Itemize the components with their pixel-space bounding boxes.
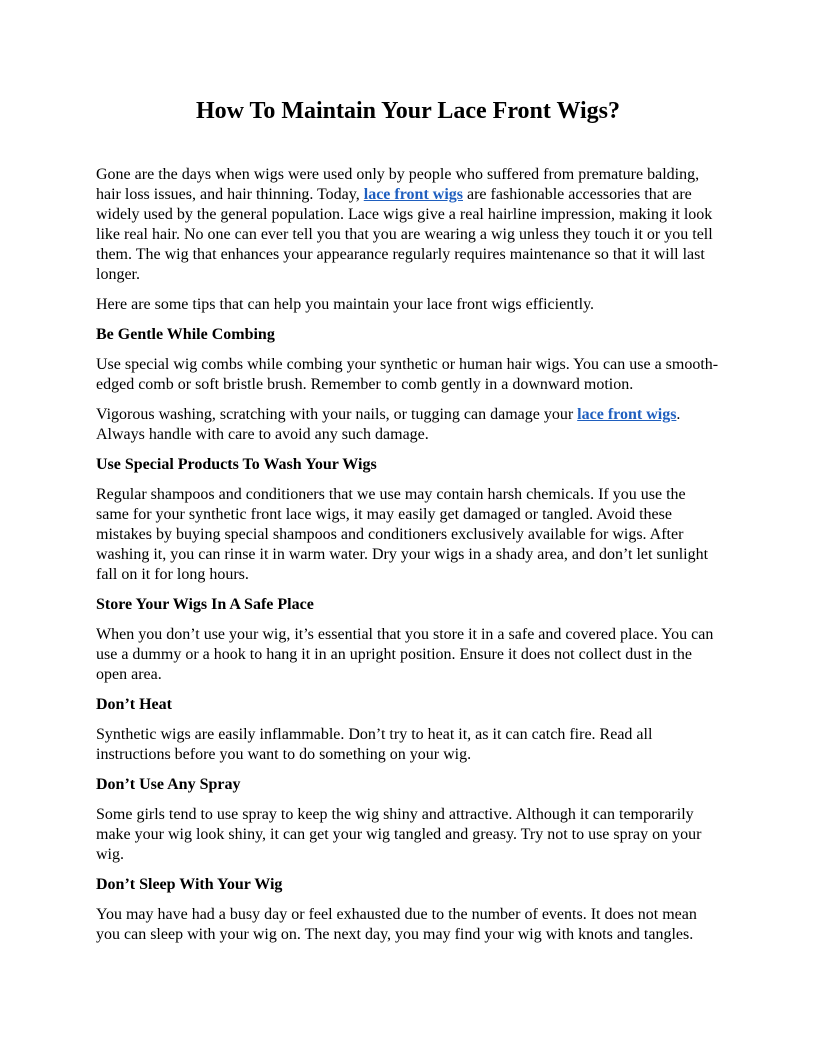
combing-text-before-link: Vigorous washing, scratching with your nails, or tugging can damage your [96, 406, 578, 423]
tips-intro-paragraph: Here are some tips that can help you maintain your lace front wigs efficiently. [96, 296, 595, 313]
intro-text-after-link: are fashionable accessories that are widely used by the general population. Lace wigs give a real hairline impression, making it look like real hair. No one can ever tell you that you are wearing a wig unless they touch it or you tell them. The wig that enhances your appearance regularly requires maintenance so that it will last longer. [96, 186, 713, 283]
intro-text-before-link: Gone are the days when wigs were used only by people who suffered from premature balding, hair loss issues, and hair thinning. Today, [96, 166, 700, 203]
section-heading-spray: Don’t Use Any Spray [96, 776, 241, 793]
section-heading-heat: Don’t Heat [96, 696, 172, 713]
document-body [96, 165, 720, 955]
heat-paragraph: Synthetic wigs are easily inflammable. Don’t try to heat it, as it can catch fire. Read all instructions before you want to do something on your wig. [96, 726, 653, 763]
section-heading-combing: Be Gentle While Combing [96, 326, 275, 343]
intro-paragraph [96, 165, 720, 285]
section-heading-products: Use Special Products To Wash Your Wigs [96, 456, 377, 473]
sleep-paragraph: You may have had a busy day or feel exhausted due to the number of events. It does not mean you can sleep with your wig on. The next day, you may find your wig with knots and tangles. [96, 906, 697, 943]
section-heading-store: Store Your Wigs In A Safe Place [96, 596, 314, 613]
store-paragraph: When you don’t use your wig, it’s essential that you store it in a safe and covered place. You can use a dummy or a hook to hang it in an upright position. Ensure it does not collect dust in the open area. [96, 626, 714, 683]
spray-paragraph: Some girls tend to use spray to keep the wig shiny and attractive. Although it can temporarily make your wig look shiny, it can get your wig tangled and greasy. Try not to use spray on your wig. [96, 806, 702, 863]
page-title: How To Maintain Your Lace Front Wigs? [195, 98, 621, 124]
combing-text-after-link: . Always handle with care to avoid any such damage. [96, 406, 681, 443]
lace-front-wigs-link-2[interactable]: lace front wigs [577, 406, 677, 423]
combing-paragraph-2 [96, 405, 720, 445]
products-paragraph: Regular shampoos and conditioners that we use may contain harsh chemicals. If you use the same for your synthetic front lace wigs, it may easily get damaged or tangled. Avoid these mistakes by buying special shampoos and conditioners exclusively available for wigs. After washing it, you can rinse it in warm water. Dry your wigs in a shady area, and don’t let sunlight fall on it for long hours. [96, 486, 709, 583]
section-heading-sleep: Don’t Sleep With Your Wig [96, 876, 283, 893]
lace-front-wigs-link[interactable]: lace front wigs [363, 186, 463, 203]
combing-paragraph-1: Use special wig combs while combing your synthetic or human hair wigs. You can use a smooth-edged comb or soft bristle brush. Remember to comb gently in a downward motion. [96, 356, 719, 393]
